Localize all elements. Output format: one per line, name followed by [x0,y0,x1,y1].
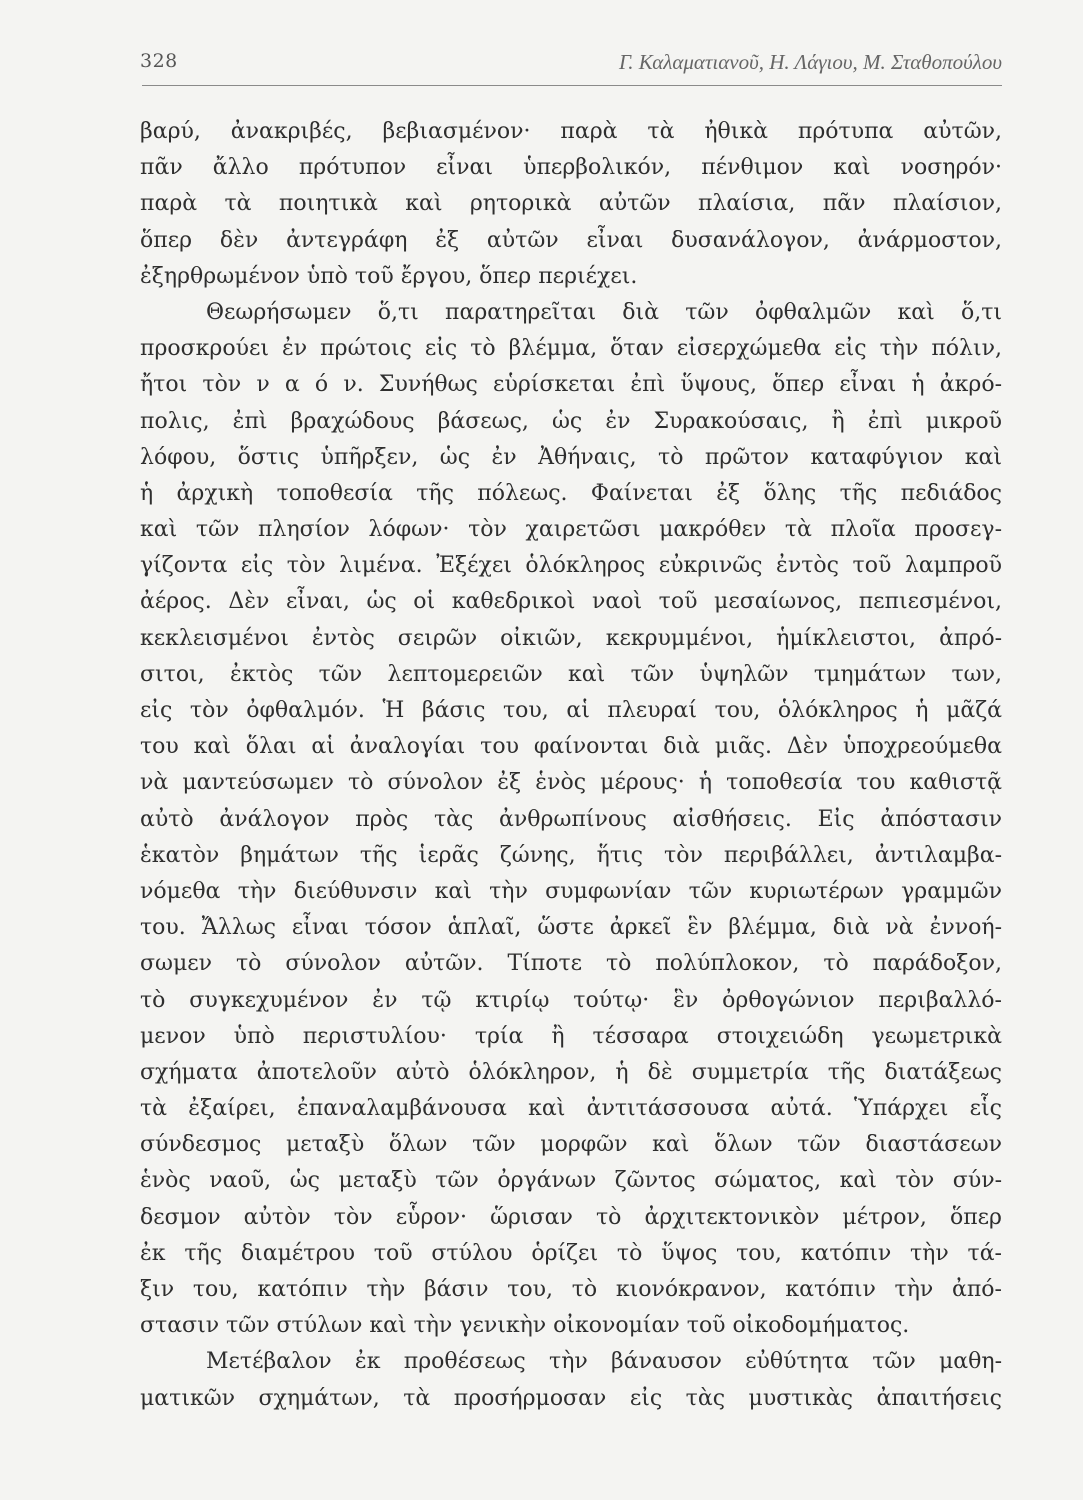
text-line: δεσμον αὐτὸν τὸν εὗρον· ὥρισαν τὸ ἀρχιτεκτονικὸν μέτρον, ὅπερ [140,1204,1002,1230]
text-line: σύνδεσμος μεταξὺ ὅλων τῶν μορφῶν καὶ ὅλων τῶν διαστάσεων [140,1132,1002,1158]
running-title: Γ. Καλαματιανοῦ, Η. Λάγιου, Μ. Σταθοπούλου [619,50,1002,74]
text-line: σιτοι, ἐκτὸς τῶν λεπτομερειῶν καὶ τῶν ὑψηλῶν τμημάτων των, [140,661,1002,687]
text-line: ἐκ τῆς διαμέτρου τοῦ στύλου ὁρίζει τὸ ὕψος του, κατόπιν τὴν τά- [140,1240,1002,1266]
text-line: ἑνὸς ναοῦ, ὡς μεταξὺ τῶν ὀργάνων ζῶντος σώματος, καὶ τὸν σύν- [140,1168,1002,1194]
text-line: νόμεθα τὴν διεύθυνσιν καὶ τὴν συμφωνίαν τῶν κυριωτέρων γραμμῶν [140,878,1002,904]
text-line: προσκρούει ἐν πρώτοις εἰς τὸ βλέμμα, ὅταν εἰσερχώμεθα εἰς τὴν πόλιν, [140,336,1002,362]
text-line: Μετέβαλον ἐκ προθέσεως τὴν βάναυσον εὐθύτητα τῶν μαθη- [206,1349,1002,1375]
header-rule [142,85,1002,86]
text-line: Θεωρήσωμεν ὅ,τι παρατηρεῖται διὰ τῶν ὀφθαλμῶν καὶ ὅ,τι [206,299,1002,325]
text-line: του καὶ ὅλαι αἱ ἀναλογίαι του φαίνονται διὰ μιᾶς. Δὲν ὑποχρεούμεθα [140,734,1002,760]
text-line: στασιν τῶν στύλων καὶ τὴν γενικὴν οἰκονομίαν τοῦ οἰκοδομήματος. [140,1313,910,1339]
text-line: γίζοντα εἰς τὸν λιμένα. Ἐξέχει ὁλόκληρος εὐκρινῶς ἐντὸς τοῦ λαμπροῦ [140,553,1002,579]
text-line: μενον ὑπὸ περιστυλίου· τρία ἢ τέσσαρα στοιχειώδη γεωμετρικὰ [140,1023,1002,1049]
text-line: ἐξηρθρωμένον ὑπὸ τοῦ ἔργου, ὅπερ περιέχει. [140,263,638,289]
text-line: παρὰ τὰ ποιητικὰ καὶ ρητορικὰ αὐτῶν πλαίσια, πᾶν πλαίσιον, [140,191,1002,217]
text-line: βαρύ, ἀνακριβές, βεβιασμένον· παρὰ τὰ ἠθικὰ πρότυπα αὐτῶν, [140,119,1002,144]
text-line: εἰς τὸν ὀφθαλμόν. Ἡ βάσις του, αἱ πλευραί του, ὁλόκληρος ἡ μᾶζά [140,698,1002,723]
text-line: νὰ μαντεύσωμεν τὸ σύνολον ἐξ ἑνὸς μέρους· ἡ τοποθεσία του καθιστᾷ [140,770,1002,796]
text-line: ἀέρος. Δὲν εἶναι, ὡς οἱ καθεδρικοὶ ναοὶ τοῦ μεσαίωνος, πεπιεσμένοι, [140,589,1002,615]
text-line: ἤτοι τὸν ν α ό ν. Συνήθως εὑρίσκεται ἐπὶ ὕψους, ὅπερ εἶναι ἡ ἀκρό- [140,372,1002,398]
body-text [140,114,1002,1417]
text-line: αὐτὸ ἀνάλογον πρὸς τὰς ἀνθρωπίνους αἰσθήσεις. Εἰς ἀπόστασιν [140,806,1002,832]
page-header [140,50,1002,82]
text-line: σωμεν τὸ σύνολον αὐτῶν. Τίποτε τὸ πολύπλοκον, τὸ παράδοξον, [140,951,1002,977]
text-line: τὸ συγκεχυμένον ἐν τῷ κτιρίῳ τούτῳ· ἓν ὀρθογώνιον περιβαλλό- [140,987,1002,1013]
text-line: καὶ τῶν πλησίον λόφων· τὸν χαιρετῶσι μακρόθεν τὰ πλοῖα προσεγ- [140,517,1002,543]
text-line: κεκλεισμένοι ἐντὸς σειρῶν οἰκιῶν, κεκρυμμένοι, ἡμίκλειστοι, ἀπρό- [140,625,1002,651]
text-line: ὅπερ δὲν ἀντεγράφη ἐξ αὐτῶν εἶναι δυσανάλογον, ἀνάρμοστον, [140,227,1002,253]
text-line: ἡ ἀρχικὴ τοποθεσία τῆς πόλεως. Φαίνεται ἐξ ὅλης τῆς πεδιάδος [140,480,1002,506]
page-number: 328 [140,50,178,72]
text-line: τὰ ἐξαίρει, ἐπαναλαμβάνουσα καὶ ἀντιτάσσουσα αὐτά. Ὑπάρχει εἷς [140,1096,1002,1122]
text-line: ξιν του, κατόπιν τὴν βάσιν του, τὸ κιονόκρανον, κατόπιν τὴν ἀπό- [140,1277,1002,1302]
text-line: του. Ἄλλως εἶναι τόσον ἁπλαῖ, ὥστε ἀρκεῖ ἓν βλέμμα, διὰ νὰ ἐννοή- [140,915,1002,941]
text-line: ἑκατὸν βημάτων τῆς ἱερᾶς ζώνης, ἥτις τὸν περιβάλλει, ἀντιλαμβα- [140,842,1002,868]
text-line: λόφου, ὅστις ὑπῆρξεν, ὡς ἐν Ἀθήναις, τὸ πρῶτον καταφύγιον καὶ [140,444,1002,470]
text-line: ματικῶν σχημάτων, τὰ προσήρμοσαν εἰς τὰς μυστικὰς ἀπαιτήσεις [140,1385,1002,1411]
text-line: πᾶν ἄλλο πρότυπον εἶναι ὑπερβολικόν, πένθιμον καὶ νοσηρόν· [140,155,1002,181]
text-line: σχήματα ἀποτελοῦν αὐτὸ ὁλόκληρον, ἡ δὲ συμμετρία τῆς διατάξεως [140,1059,1002,1085]
text-line: πολις, ἐπὶ βραχώδους βάσεως, ὡς ἐν Συρακούσαις, ἢ ἐπὶ μικροῦ [140,408,1002,434]
